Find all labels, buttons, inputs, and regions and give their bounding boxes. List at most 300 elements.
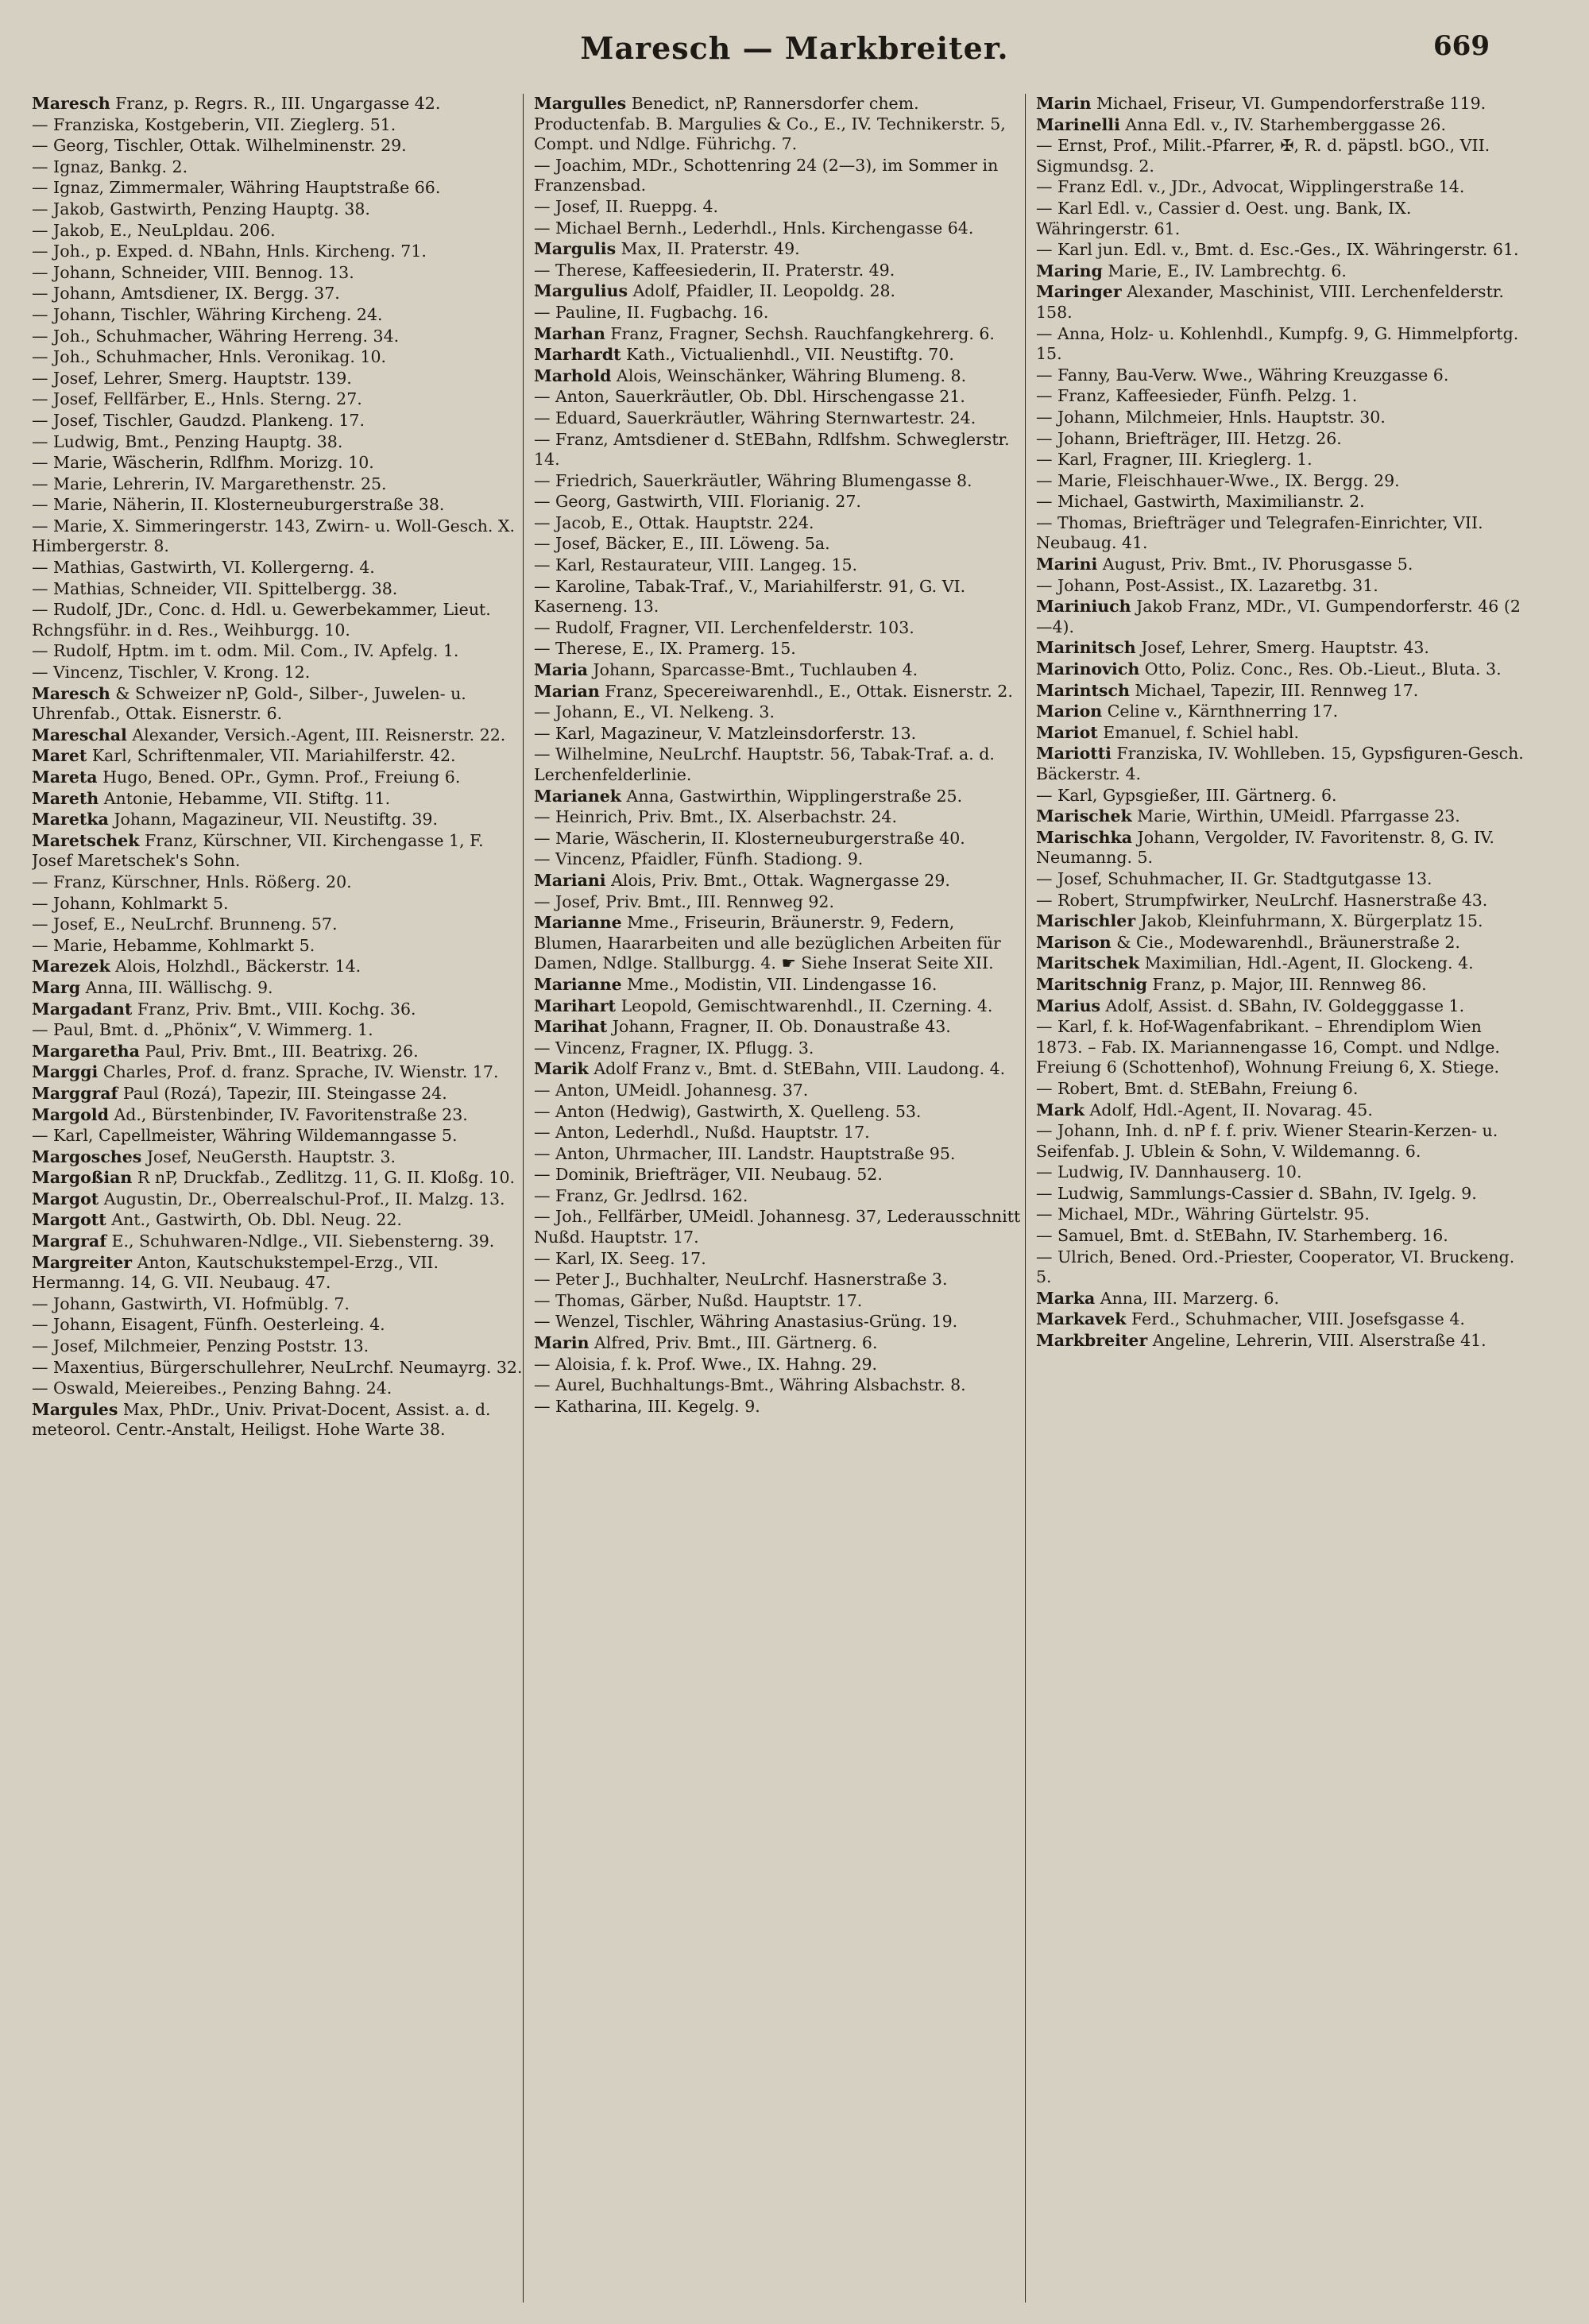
directory-entry xyxy=(1036,806,1529,827)
directory-entry xyxy=(534,1123,1026,1143)
entry-text: Franziska, IV. Wohlleben. 15, Gypsfiguren-Gesch. Bäckerstr. 4. xyxy=(1036,744,1524,783)
directory-entry xyxy=(1036,1205,1529,1225)
entry-text: — Franz, Kaffeesieder, Fünfh. Pelzg. 1. xyxy=(1036,386,1358,406)
entry-text: — Thomas, Gärber, Nußd. Hauptstr. 17. xyxy=(534,1290,863,1310)
entry-text: — Jakob, E., NeuLpldau. 206. xyxy=(32,220,276,240)
directory-entry xyxy=(32,957,524,977)
entry-text: — Karl, Fragner, III. Krieglerg. 1. xyxy=(1036,450,1313,470)
entry-surname: Marischler xyxy=(1036,911,1136,931)
entry-surname: Marin xyxy=(1036,94,1092,113)
entry-text: August, Priv. Bmt., IV. Phorusgasse 5. xyxy=(1102,555,1413,574)
entry-text: — Katharina, III. Kegelg. 9. xyxy=(534,1396,760,1416)
entry-text: Ad., Bürstenbinder, IV. Favoritenstraße 23. xyxy=(114,1104,468,1124)
entry-text: — Michael, Gastwirth, Maximilianstr. 2. xyxy=(1036,492,1365,512)
directory-entry xyxy=(32,558,524,578)
directory-entry xyxy=(534,871,1026,891)
entry-text: — Georg, Gastwirth, VIII. Florianig. 27. xyxy=(534,492,861,512)
directory-entry xyxy=(32,369,524,389)
directory-entry xyxy=(1036,869,1529,890)
entry-surname: Margadant xyxy=(32,999,133,1019)
entry-surname: Marianne xyxy=(534,913,622,933)
directory-entry xyxy=(534,281,1026,302)
entry-text: Alois, Weinschänker, Währing Blumeng. 8. xyxy=(617,365,967,385)
entry-text: Maximilian, Hdl.-Agent, II. Glockeng. 4. xyxy=(1144,953,1474,973)
entry-text: — Josef, Tischler, Gaudzd. Plankeng. 17. xyxy=(32,410,365,430)
directory-entry xyxy=(534,975,1026,996)
entry-surname: Marianne xyxy=(534,974,622,994)
entry-text: Alexander, Versich.-Agent, III. Reisnerstr. 22. xyxy=(132,725,506,744)
entry-text: — Josef, Schuhmacher, II. Gr. Stadtgutgasse 13. xyxy=(1036,868,1432,888)
entry-surname: Marik xyxy=(534,1059,589,1079)
entry-surname: Margules xyxy=(32,1399,118,1419)
entry-text: — Jacob, E., Ottak. Hauptstr. 224. xyxy=(534,512,814,532)
entry-text: Augustin, Dr., Oberrealschul-Prof., II. Malzg. 13. xyxy=(103,1189,505,1208)
directory-entry xyxy=(1036,555,1529,575)
entry-text: Alois, Priv. Bmt., Ottak. Wagnergasse 29. xyxy=(611,870,950,890)
directory-entry xyxy=(1036,638,1529,659)
entry-text: — Franz Edl. v., JDr., Advocat, Wipplingerstraße 14. xyxy=(1036,177,1465,197)
entry-text: — Michael, MDr., Währing Gürtelstr. 95. xyxy=(1036,1205,1370,1224)
entry-surname: Marg xyxy=(32,977,81,997)
directory-entry xyxy=(32,1253,524,1293)
directory-entry xyxy=(1036,1309,1529,1330)
directory-entry xyxy=(32,1020,524,1041)
entry-text: — Marie, Wäscherin, Rdlfhm. Morizg. 10. xyxy=(32,453,374,473)
directory-entry xyxy=(1036,681,1529,702)
directory-entry xyxy=(534,1017,1026,1038)
entry-text: Anna, Gastwirthin, Wipplingerstraße 25. xyxy=(626,786,963,806)
directory-entry xyxy=(32,746,524,767)
entry-text: — Johann, Gastwirth, VI. Hofmüblg. 7. xyxy=(32,1293,350,1313)
entry-text: Max, II. Praterstr. 49. xyxy=(621,239,800,259)
directory-entry xyxy=(1036,1162,1529,1183)
directory-entry xyxy=(534,639,1026,659)
entry-text: — Oswald, Meiereibes., Penzing Bahng. 24. xyxy=(32,1379,392,1398)
directory-entry xyxy=(32,936,524,957)
directory-entry xyxy=(534,1270,1026,1290)
directory-entry xyxy=(534,577,1026,617)
entry-surname: Mareschal xyxy=(32,725,127,744)
entry-text: — Franz, Kürschner, Hnls. Rößerg. 20. xyxy=(32,872,352,891)
entry-text: — Robert, Bmt. d. StEBahn, Freiung 6. xyxy=(1036,1078,1359,1098)
entry-text: — Karl, IX. Seeg. 17. xyxy=(534,1248,706,1268)
entry-surname: Margraf xyxy=(32,1232,107,1251)
entry-text: — Josef, Priv. Bmt., III. Rennweg 92. xyxy=(534,891,834,911)
directory-entry xyxy=(1036,450,1529,470)
entry-text: — Johann, Milchmeier, Hnls. Hauptstr. 30. xyxy=(1036,407,1386,427)
directory-entry xyxy=(1036,177,1529,198)
directory-entry xyxy=(1036,115,1529,136)
entry-text: — Thomas, Briefträger und Telegrafen-Einrichter, VII. Neubaug. 41. xyxy=(1036,512,1483,553)
directory-entry xyxy=(32,221,524,242)
entry-text: — Vincenz, Pfaidler, Fünfh. Stadiong. 9. xyxy=(534,849,864,869)
entry-text: — Rudolf, JDr., Conc. d. Hdl. u. Gewerbekammer, Lieut. Rchngsführ. in d. Res., Weihburgg. 10. xyxy=(32,600,491,640)
directory-entry xyxy=(32,978,524,999)
directory-entry xyxy=(534,913,1026,974)
directory-entry xyxy=(534,261,1026,281)
entry-surname: Maritschek xyxy=(1036,953,1140,973)
entry-surname: Marinitsch xyxy=(1036,638,1136,658)
entry-text: Adolf, Pfaidler, II. Leopoldg. 28. xyxy=(632,281,896,301)
entry-text: — Anton, Lederhdl., Nußd. Hauptstr. 17. xyxy=(534,1123,870,1143)
entry-text: — Franziska, Kostgeberin, VII. Zieglerg. 51. xyxy=(32,114,396,134)
entry-text: Franz, Specereiwarenhdl., E., Ottak. Eisnerstr. 2. xyxy=(605,681,1013,701)
entry-text: E., Schuhwaren-Ndlge., VII. Siebensterng. 39. xyxy=(111,1232,495,1251)
entry-surname: Maretka xyxy=(32,810,109,829)
directory-entry xyxy=(32,1315,524,1336)
directory-entry xyxy=(32,872,524,893)
directory-entry xyxy=(534,555,1026,576)
running-head: Maresch — Markbreiter. xyxy=(580,30,1009,66)
entry-surname: Marinelli xyxy=(1036,114,1120,134)
directory-entry xyxy=(32,1294,524,1315)
entry-surname: Marhold xyxy=(534,365,612,385)
entry-text: — Joh., p. Exped. d. NBahn, Hnls. Kircheng. 71. xyxy=(32,242,427,261)
directory-entry xyxy=(534,156,1026,196)
directory-entry xyxy=(534,618,1026,639)
entry-text: Ferd., Schuhmacher, VIII. Josefsgasse 4. xyxy=(1131,1309,1465,1329)
directory-entry xyxy=(32,284,524,304)
entry-surname: Margoßian xyxy=(32,1168,133,1188)
entry-surname: Mareta xyxy=(32,768,98,787)
directory-entry xyxy=(534,849,1026,870)
directory-entry xyxy=(32,1168,524,1189)
directory-entry xyxy=(1036,261,1529,282)
entry-text: — Karl Edl. v., Cassier d. Oest. ung. Bank, IX. Währingerstr. 61. xyxy=(1036,198,1412,238)
directory-entry xyxy=(534,660,1026,681)
entry-text: Marie, Wirthin, UMeidl. Pfarrgasse 23. xyxy=(1137,806,1460,826)
directory-entry xyxy=(1036,240,1529,261)
entry-text: Franz, p. Major, III. Rennweg 86. xyxy=(1152,974,1427,994)
entry-surname: Marison xyxy=(1036,932,1112,952)
directory-entry xyxy=(32,789,524,810)
entry-text: — Karl, Capellmeister, Währing Wildemanngasse 5. xyxy=(32,1126,458,1146)
directory-entry xyxy=(1036,1079,1529,1100)
entry-text: Alfred, Priv. Bmt., III. Gärtnerg. 6. xyxy=(594,1333,878,1353)
directory-entry xyxy=(32,915,524,935)
directory-entry xyxy=(1036,386,1529,407)
entry-surname: Marinovich xyxy=(1036,659,1140,679)
directory-entry xyxy=(534,1038,1026,1059)
entry-surname: Maretschek xyxy=(32,830,140,850)
directory-entry xyxy=(1036,723,1529,744)
entry-text: — Vincenz, Tischler, V. Krong. 12. xyxy=(32,663,311,683)
entry-text: — Joh., Schuhmacher, Hnls. Veronikag. 10. xyxy=(32,347,387,367)
entry-surname: Marischka xyxy=(1036,827,1132,847)
entry-surname: Mareth xyxy=(32,788,99,808)
directory-entry xyxy=(32,94,524,114)
directory-entry xyxy=(534,1059,1026,1080)
directory-entry xyxy=(32,1358,524,1379)
directory-entry xyxy=(1036,1247,1529,1288)
entry-surname: Marggraf xyxy=(32,1083,118,1103)
directory-entry xyxy=(534,366,1026,387)
entry-surname: Margosches xyxy=(32,1147,142,1166)
directory-entry xyxy=(32,432,524,453)
directory-entry xyxy=(1036,1121,1529,1162)
directory-entry xyxy=(534,534,1026,555)
entry-surname: Marion xyxy=(1036,702,1103,721)
directory-entry xyxy=(32,1147,524,1168)
entry-text: — Ignaz, Zimmermaler, Währing Hauptstraße 66. xyxy=(32,178,441,198)
entry-surname: Marhan xyxy=(534,323,605,343)
entry-text: — Ludwig, Bmt., Penzing Hauptg. 38. xyxy=(32,431,343,451)
directory-entry xyxy=(534,324,1026,345)
entry-text: — Ernst, Prof., Milit.-Pfarrer, ✠, R. d. päpstl. bGO., VII. Sigmundsg. 2. xyxy=(1036,136,1490,176)
directory-entry xyxy=(1036,1289,1529,1309)
directory-entry xyxy=(1036,597,1529,637)
directory-entry xyxy=(32,389,524,410)
entry-text: — Josef, II. Rueppg. 4. xyxy=(534,196,719,216)
entry-text: Kath., Victualienhdl., VII. Neustiftg. 70. xyxy=(626,345,954,365)
entry-text: — Wilhelmine, NeuLrchf. Hauptstr. 56, Tabak-Traf. a. d. Lerchenfelderlinie. xyxy=(534,744,995,784)
directory-entry xyxy=(32,157,524,178)
entry-surname: Marini xyxy=(1036,555,1098,574)
entry-text: — Dominik, Briefträger, VII. Neubaug. 52. xyxy=(534,1165,883,1185)
entry-text: — Karl, Restaurateur, VIII. Langeg. 15. xyxy=(534,555,858,575)
entry-surname: Maria xyxy=(534,660,588,680)
entry-surname: Mariniuch xyxy=(1036,597,1131,617)
directory-entry xyxy=(534,724,1026,744)
entry-surname: Marianek xyxy=(534,786,621,806)
entry-text: Michael, Friseur, VI. Gumpendorferstraße 119. xyxy=(1096,94,1487,113)
entry-surname: Marka xyxy=(1036,1288,1096,1308)
directory-entry xyxy=(32,1042,524,1062)
entry-text: — Fanny, Bau-Verw. Wwe., Währing Kreuzgasse 6. xyxy=(1036,365,1449,385)
directory-entry xyxy=(1036,1100,1529,1121)
entry-text: Alexander, Maschinist, VIII. Lerchenfelderstr. 158. xyxy=(1036,282,1504,322)
entry-text: — Joachim, MDr., Schottenring 24 (2—3), im Sommer in Franzensbad. xyxy=(534,155,999,195)
directory-entry xyxy=(534,807,1026,828)
entry-text: — Josef, E., NeuLrchf. Brunneng. 57. xyxy=(32,915,338,934)
directory-entry xyxy=(534,744,1026,785)
entry-text: — Karl, f. k. Hof-Wagenfabrikant. – Ehrendiplom Wien 1873. – Fab. IX. Mariannengasse 16, Compt. und Ndlge. Freiung 6 (Schottenhof), Wohnung Freiung 6, X. Stiege. xyxy=(1036,1017,1500,1077)
entry-text: — Ulrich, Bened. Ord.-Priester, Cooperator, VI. Bruckeng. 5. xyxy=(1036,1247,1515,1287)
entry-surname: Maresch xyxy=(32,683,110,703)
entry-text: — Karl, Gypsgießer, III. Gärtnerg. 6. xyxy=(1036,785,1337,805)
directory-entry xyxy=(534,787,1026,807)
entry-text: Johann, Sparcasse-Bmt., Tuchlauben 4. xyxy=(593,660,918,680)
directory-entry xyxy=(534,1312,1026,1332)
directory-entry xyxy=(32,1105,524,1126)
directory-entry xyxy=(1036,933,1529,953)
entry-surname: Maresch xyxy=(32,94,110,113)
directory-entry xyxy=(32,831,524,872)
directory-entry xyxy=(32,725,524,746)
directory-entry xyxy=(534,1165,1026,1185)
column-2 xyxy=(534,94,1026,2310)
entry-text: — Johann, Briefträger, III. Hetzg. 26. xyxy=(1036,428,1342,448)
directory-entry xyxy=(534,492,1026,512)
entry-text: Jakob Franz, MDr., VI. Gumpendorferstr. 46 (2—4). xyxy=(1036,597,1521,636)
entry-surname: Mark xyxy=(1036,1100,1084,1119)
directory-entry xyxy=(32,1126,524,1147)
entry-text: — Johann, E., VI. Nelkeng. 3. xyxy=(534,702,775,722)
entry-text: — Joh., Fellfärber, UMeidl. Johannesg. 37, Lederausschnitt Nußd. Hauptstr. 17. xyxy=(534,1207,1021,1247)
entry-surname: Markavek xyxy=(1036,1309,1127,1329)
directory-entry xyxy=(1036,744,1529,784)
entry-surname: Marischek xyxy=(1036,806,1132,826)
entry-text: — Rudolf, Fragner, VII. Lerchenfelderstr. 103. xyxy=(534,617,914,637)
entry-text: — Pauline, II. Fugbachg. 16. xyxy=(534,302,769,322)
entry-text: — Mathias, Gastwirth, VI. Kollergerng. 4. xyxy=(32,558,375,578)
entry-text: Leopold, Gemischtwarenhdl., II. Czerning. 4. xyxy=(621,996,993,1015)
entry-surname: Margold xyxy=(32,1104,109,1124)
entry-text: Otto, Poliz. Conc., Res. Ob.-Lieut., Bluta. 3. xyxy=(1144,659,1502,679)
directory-entry xyxy=(32,1400,524,1440)
entry-text: — Johann, Tischler, Währing Kircheng. 24. xyxy=(32,304,383,324)
entry-text: — Marie, Hebamme, Kohlmarkt 5. xyxy=(32,935,315,955)
entry-surname: Maret xyxy=(32,746,87,766)
entry-text: — Therese, E., IX. Pramerg. 15. xyxy=(534,639,796,659)
directory-entry xyxy=(32,641,524,662)
entry-text: Angeline, Lehrerin, VIII. Alserstraße 41. xyxy=(1152,1331,1487,1351)
entry-text: — Paul, Bmt. d. „Phönix“, V. Wimmerg. 1. xyxy=(32,1020,373,1040)
directory-entry xyxy=(1036,136,1529,176)
entry-text: — Therese, Kaffeesiederin, II. Praterstr. 49. xyxy=(534,260,895,280)
entry-text: — Ludwig, IV. Dannhauserg. 10. xyxy=(1036,1162,1302,1182)
directory-entry xyxy=(534,702,1026,723)
entry-text: Johann, Fragner, II. Ob. Donaustraße 43. xyxy=(612,1017,951,1037)
entry-surname: Margreiter xyxy=(32,1252,133,1272)
entry-surname: Maringer xyxy=(1036,282,1122,302)
directory-entry xyxy=(534,996,1026,1017)
entry-text: — Wenzel, Tischler, Währing Anastasius-Grüng. 19. xyxy=(534,1312,958,1332)
page-number: 669 xyxy=(1433,30,1490,62)
directory-entry xyxy=(32,474,524,495)
directory-entry xyxy=(1036,1331,1529,1351)
directory-entry xyxy=(32,810,524,830)
entry-text: Adolf, Assist. d. SBahn, IV. Goldegggasse 1. xyxy=(1105,996,1465,1015)
entry-surname: Marian xyxy=(534,681,600,701)
entry-text: Josef, NeuGersth. Hauptstr. 3. xyxy=(146,1147,396,1166)
entry-surname: Mariotti xyxy=(1036,744,1112,764)
directory-entry xyxy=(534,1081,1026,1101)
entry-text: Franz, Priv. Bmt., VIII. Kochg. 36. xyxy=(137,999,416,1019)
entry-text: Josef, Lehrer, Smerg. Hauptstr. 43. xyxy=(1141,638,1429,658)
directory-entry xyxy=(32,347,524,368)
directory-entry xyxy=(1036,1184,1529,1205)
entry-text: — Johann, Post-Assist., IX. Lazaretbg. 31. xyxy=(1036,575,1378,595)
entry-text: — Robert, Strumpfwirker, NeuLrchf. Hasnerstraße 43. xyxy=(1036,890,1488,910)
entry-surname: Margulles xyxy=(534,94,627,113)
entry-text: — Anna, Holz- u. Kohlenhdl., Kumpfg. 9, G. Himmelpfortg. 15. xyxy=(1036,323,1519,364)
entry-text: Paul, Priv. Bmt., III. Beatrixg. 26. xyxy=(145,1041,419,1061)
entry-text: Mme., Friseurin, Bräunerstr. 9, Federn, Blumen, Haararbeiten und alle bezüglichen Arbeiten für Damen, Ndlge. Stallburgg. 4. ☛ Siehe Inserat Seite XII. xyxy=(534,913,1001,973)
entry-text: Alois, Holzhdl., Bäckerstr. 14. xyxy=(115,957,361,976)
entry-text: — Josef, Lehrer, Smerg. Hauptstr. 139. xyxy=(32,368,352,388)
directory-entry xyxy=(1036,1226,1529,1247)
entry-text: Mme., Modistin, VII. Lindengasse 16. xyxy=(627,974,938,994)
directory-entry xyxy=(1036,492,1529,512)
directory-entry xyxy=(32,136,524,157)
entry-text: Jakob, Kleinfuhrmann, X. Bürgerplatz 15. xyxy=(1140,911,1483,931)
directory-entry xyxy=(534,345,1026,365)
directory-entry xyxy=(1036,953,1529,974)
entry-text: Anna, III. Wällischg. 9. xyxy=(85,977,273,997)
directory-entry xyxy=(32,327,524,347)
entry-text: — Karl jun. Edl. v., Bmt. d. Esc.-Ges., IX. Währingerstr. 61. xyxy=(1036,240,1519,260)
entry-surname: Margott xyxy=(32,1210,106,1230)
entry-surname: Marhardt xyxy=(534,345,621,365)
directory-entry xyxy=(32,199,524,220)
directory-entry xyxy=(32,411,524,431)
directory-entry xyxy=(534,1333,1026,1354)
entry-text: Adolf, Hdl.-Agent, II. Novarag. 45. xyxy=(1089,1100,1373,1119)
entry-text: — Karoline, Tabak-Traf., V., Mariahilferstr. 91, G. VI. Kaserneng. 13. xyxy=(534,576,966,617)
entry-text: — Johann, Eisagent, Fünfh. Oesterleing. 4. xyxy=(32,1315,385,1335)
directory-entry xyxy=(534,1144,1026,1165)
entry-text: Benedict, nP, Rannersdorfer chem. Productenfab. B. Margulies & Co., E., IV. Technikerstr. 5, Compt. und Ndlge. Führichg. 7. xyxy=(534,94,1006,154)
directory-entry xyxy=(32,115,524,136)
directory-entry xyxy=(1036,1017,1529,1078)
directory-entry xyxy=(1036,94,1529,114)
entry-text: Marie, E., IV. Lambrechtg. 6. xyxy=(1108,261,1347,280)
directory-entry xyxy=(534,1291,1026,1312)
directory-entry xyxy=(32,1379,524,1399)
directory-entry xyxy=(534,1397,1026,1417)
entry-text: — Franz, Amtsdiener d. StEBahn, Rdlfshm. Schweglerstr. 14. xyxy=(534,429,1010,470)
directory-entry xyxy=(32,600,524,640)
entry-surname: Marius xyxy=(1036,996,1101,1015)
directory-entry xyxy=(32,453,524,474)
column-3 xyxy=(1036,94,1529,2310)
directory-entry xyxy=(534,1249,1026,1270)
directory-entry xyxy=(32,579,524,600)
directory-entry xyxy=(1036,324,1529,365)
directory-entry xyxy=(534,1186,1026,1207)
entry-surname: Marezek xyxy=(32,957,110,976)
directory-entry xyxy=(32,495,524,516)
entry-text: Emanuel, f. Schiel habl. xyxy=(1103,722,1300,742)
directory-entry xyxy=(32,768,524,788)
entry-surname: Marintsch xyxy=(1036,680,1130,700)
entry-surname: Maritschnig xyxy=(1036,974,1147,994)
directory-entry xyxy=(534,1375,1026,1396)
directory-entry xyxy=(32,1062,524,1083)
entry-text: — Vincenz, Fragner, IX. Pflugg. 3. xyxy=(534,1038,814,1058)
entry-text: Antonie, Hebamme, VII. Stiftg. 11. xyxy=(103,788,391,808)
entry-surname: Margot xyxy=(32,1189,99,1208)
entry-text: Ant., Gastwirth, Ob. Dbl. Neug. 22. xyxy=(111,1210,402,1230)
page-header xyxy=(0,22,1589,78)
entry-text: — Marie, X. Simmeringerstr. 143, Zwirn- u. Woll-Gesch. X. Himbergerstr. 8. xyxy=(32,516,516,556)
directory-entry xyxy=(1036,891,1529,911)
entry-text: Karl, Schriftenmaler, VII. Mariahilferstr. 42. xyxy=(91,746,456,766)
entry-text: — Aloisia, f. k. Prof. Wwe., IX. Hahng. 29. xyxy=(534,1354,878,1374)
directory-entry xyxy=(32,305,524,326)
entry-text: Franz, Fragner, Sechsh. Rauchfangkehrerg. 6. xyxy=(610,323,995,343)
entry-text: Charles, Prof. d. franz. Sprache, IV. Wienstr. 17. xyxy=(102,1062,499,1082)
entry-text: — Johann, Amtsdiener, IX. Bergg. 37. xyxy=(32,284,340,304)
entry-text: Franz, Kürschner, VII. Kirchengasse 1, F. Josef Maretschek's Sohn. xyxy=(32,830,484,871)
entry-text: — Aurel, Buchhaltungs-Bmt., Währing Alsbachstr. 8. xyxy=(534,1375,966,1395)
entry-text: — Peter J., Buchhalter, NeuLrchf. Hasnerstraße 3. xyxy=(534,1270,948,1290)
entry-text: — Jakob, Gastwirth, Penzing Hauptg. 38. xyxy=(32,199,370,218)
directory-entry xyxy=(32,1210,524,1231)
directory-entry xyxy=(1036,786,1529,806)
entry-text: Anna Edl. v., IV. Starhemberggasse 26. xyxy=(1125,114,1446,134)
entry-text: — Marie, Fleischhauer-Wwe., IX. Bergg. 29. xyxy=(1036,470,1400,490)
directory-entry xyxy=(534,430,1026,470)
directory-entry xyxy=(32,663,524,683)
entry-surname: Marihart xyxy=(534,996,617,1015)
directory-entry xyxy=(534,513,1026,534)
entry-surname: Marihat xyxy=(534,1017,608,1037)
entry-surname: Margaretha xyxy=(32,1041,140,1061)
directory-entry xyxy=(1036,429,1529,450)
directory-entry xyxy=(32,1232,524,1252)
